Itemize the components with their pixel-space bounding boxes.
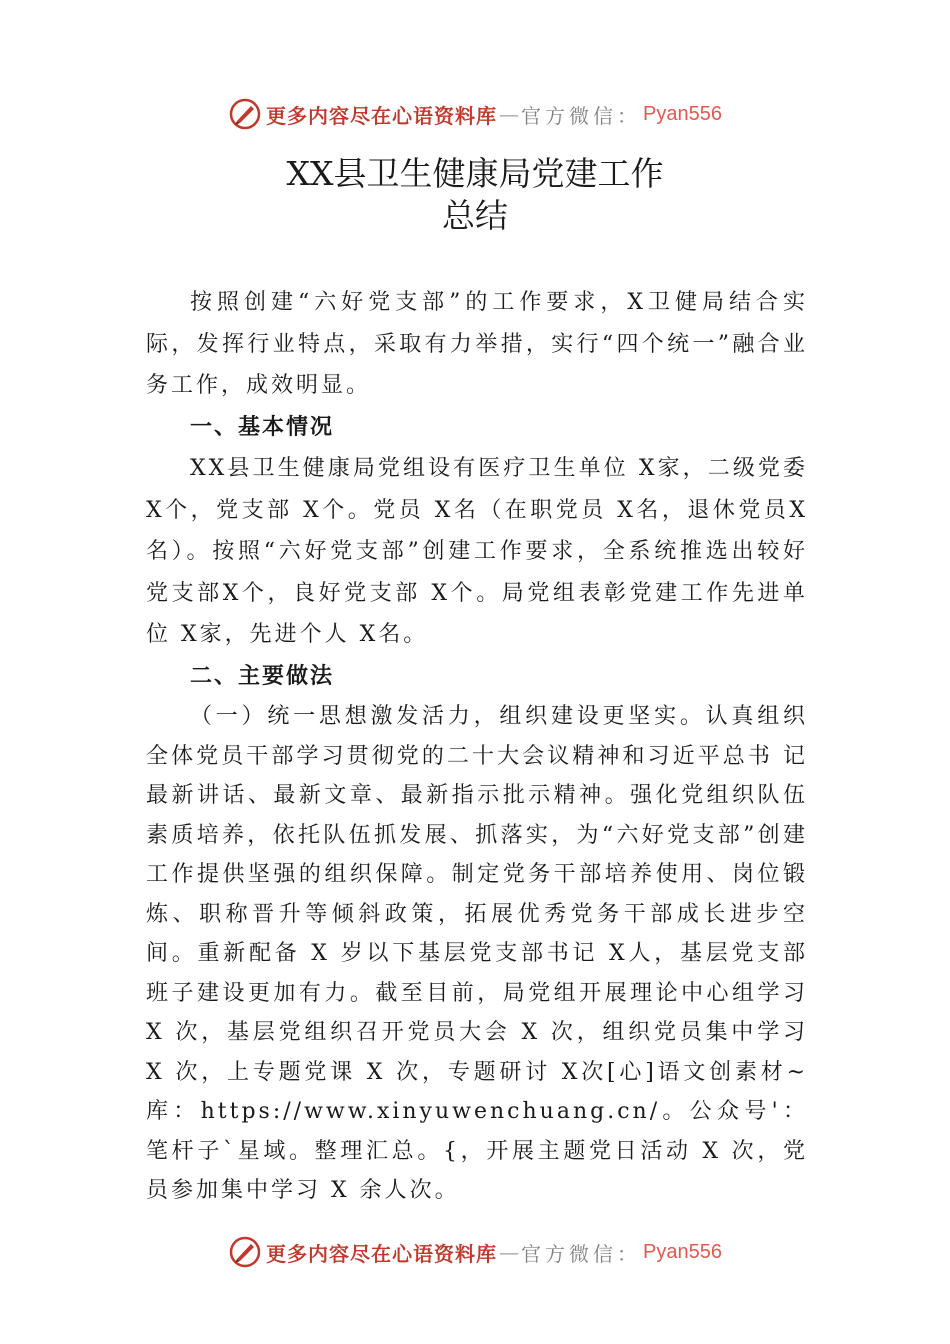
watermark-official-label: 官方微信： [521,1241,642,1266]
watermark-official-label: 官方微信： [521,103,642,128]
section2-paragraph: （一）统一思想激发活力，组织建设更坚实。认真组织全体党员干部学习贯彻党的二十大会议精神和习近平总书 记最新讲话、最新文章、最新指示批示精神。强化党组织队伍素质培养，依托队伍抓发展、抓落实，为“六好党支部”创建工作提供坚强的组织保障。制定党务干部培养使用、岗位锻炼、职称晋升等倾斜政策，拓展优秀党务干部成长进步空间。重新配备 X 岁以下基层党支部书记 X人，基层党支部班子建设更加有力。截至目前，局党组开展理论中心组学习X 次，基层党组织召开党员大会 X 次，组织党员集中学习 X 次，上专题党课 X 次，专题研讨 X次[心]语文创素材~库：https://www.xinyuwenchuang.cn/。公众号'：笔杆子`星域。整理汇总。{，开展主题党日活动 X 次，党员参加集中学习 X 余人次。 [146,704,808,1203]
document-body [146,282,808,1211]
watermark-banner-top [0,92,950,136]
watermark-banner-bottom [0,1230,950,1274]
watermark-account: Pyan556 [643,1240,722,1263]
watermark-dash: — [499,1240,520,1264]
pen-logo-icon [228,97,262,131]
watermark-dash: — [499,102,520,126]
section1-heading: 一、基本情况 [190,414,335,440]
intro-paragraph: 按照创建“六好党支部”的工作要求，X卫健局结合实际，发挥行业特点，采取有力举措，实行“四个统一”融合业务工作，成效明显。 [146,290,808,398]
pen-logo-icon [228,1235,262,1269]
watermark-main-text: 更多内容尽在心语资料库 [266,1241,498,1266]
document-title-line2: 总结 [442,196,508,235]
document-title-line1: XX县卫生健康局党建工作 [286,154,664,193]
section2-heading: 二、主要做法 [190,663,335,689]
watermark-main-text: 更多内容尽在心语资料库 [266,103,498,128]
section1-paragraph: XX县卫生健康局党组设有医疗卫生单位 X家，二级党委X个，党支部 X个。党员 X名（在职党员 X名，退休党员X名）。按照“六好党支部”创建工作要求，全系统推选出较好党支部X个，良好党支部 X个。局党组表彰党建工作先进单位 X家，先进个人 X名。 [146,456,808,647]
watermark-account: Pyan556 [643,102,722,125]
